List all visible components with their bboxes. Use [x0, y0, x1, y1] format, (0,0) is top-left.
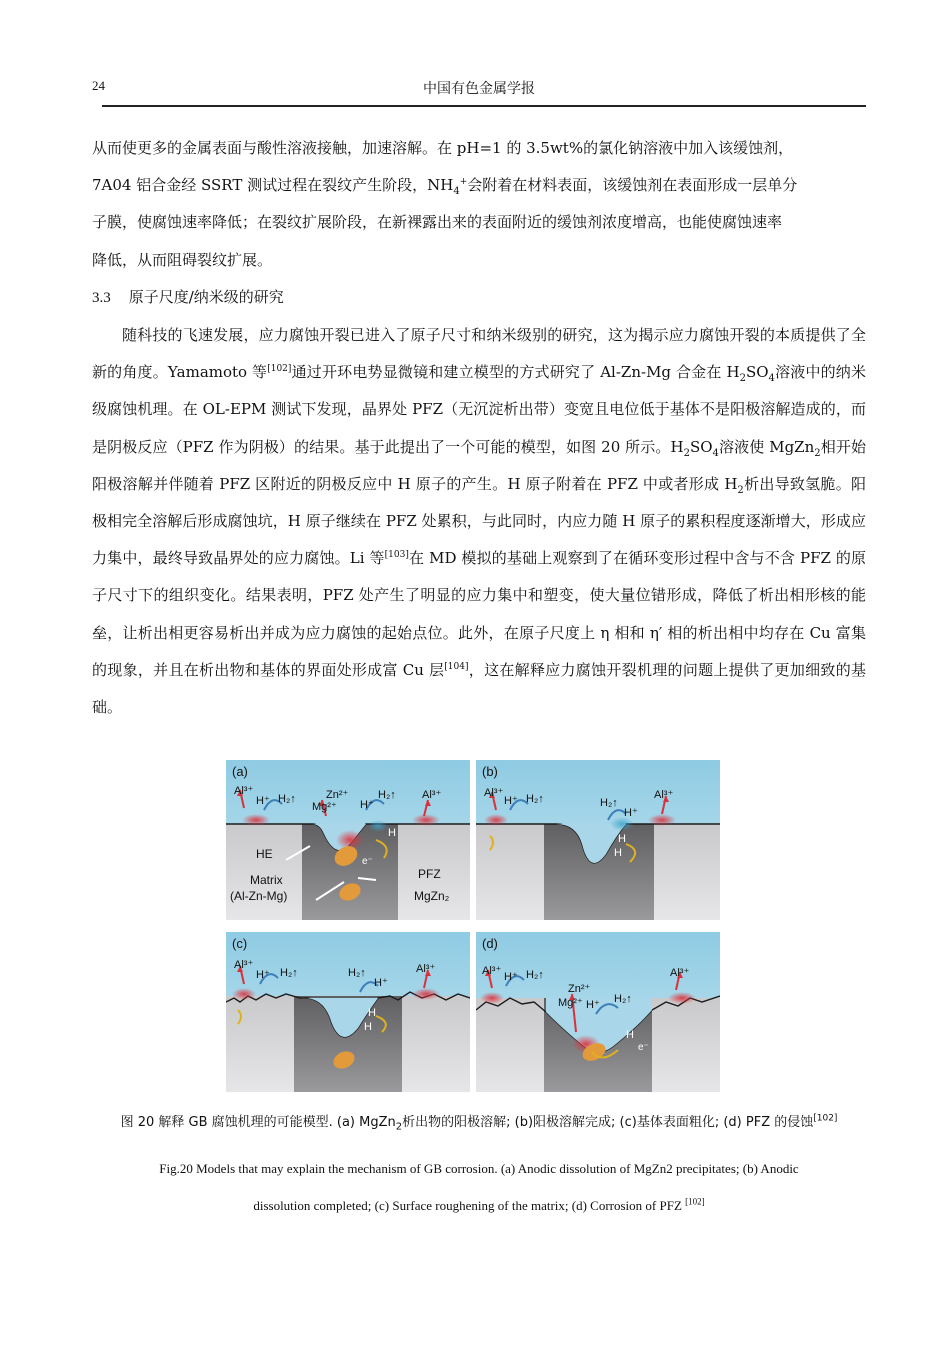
journal-title: 中国有色金属学报: [423, 81, 535, 97]
h-atom-label: H: [364, 1021, 372, 1033]
zn-ion-label: Zn²⁺: [326, 789, 349, 801]
pfz-label: PFZ: [418, 867, 441, 881]
al-ion-label: Al³⁺: [654, 789, 674, 801]
al-ion-label: Al³⁺: [670, 967, 690, 979]
panel-b: [476, 760, 720, 920]
panel-b-label: (b): [482, 764, 498, 779]
p2-text-1: 随科技的飞速发展，应力腐蚀开裂已进入了原子尺寸和纳米级别的研究，这为揭示应力腐蚀开裂的本质提供了全新的角度。Yamamoto 等: [92, 326, 866, 382]
h2-label: H₂↑: [280, 967, 298, 979]
panel-a-diagram: [226, 760, 470, 920]
h2-label: H₂↑: [526, 969, 544, 981]
caption-cn-b: 析出物的阳极溶解; (b)阳极溶解完成; (c)基体表面粗化; (d) PFZ 的侵蚀: [402, 1115, 814, 1130]
he-label: HE: [256, 847, 273, 861]
h-plus-label: H⁺: [586, 999, 600, 1011]
nh4-superscript: +: [459, 177, 468, 188]
h-plus-label: H⁺: [504, 971, 518, 983]
electron-label: e⁻: [362, 856, 373, 867]
panel-c-label: (c): [232, 936, 248, 951]
section-heading: [92, 279, 866, 317]
p2-text-8: 析出导致氢脆。阳极相完全溶解后形成腐蚀坑，H 原子继续在 PFZ 处累积，与此同时，内应力随 H 原子的累积程度逐渐增大，形成应力集中，最终导致晶界处的应力腐蚀。Li 等: [92, 474, 866, 568]
section-number: 3.3: [92, 289, 111, 306]
p2-text-2: 通过开环电势显微镜和建立模型的方式研究了 Al-Zn-Mg 合金在 H: [291, 363, 740, 382]
panel-c: [226, 932, 470, 1092]
p2-text-9: 在 MD 模拟的基础上观察到了在循环变形过程中含与不含 PFZ 的原子尺寸下的组织变化。结果表明，PFZ 处产生了明显的应力集中和塑变，使大量位错形成，降低了析出相形核的能垒，让析出相更容易析出并成为应力腐蚀的起始点位。此外，在原子尺度上 η 相和 η′ 相的析出相中均存在 Cu 富集的现象，并且在析出物和基体的界面处形成富 Cu 层: [92, 549, 867, 679]
h2-label: H₂↑: [526, 793, 544, 805]
h-atom-label: H: [614, 847, 622, 859]
subscript: 2: [683, 447, 690, 459]
subscript: 4: [768, 373, 775, 385]
mgzn2-label: MgZn₂: [414, 889, 450, 903]
citation-103: [103]: [384, 550, 409, 561]
p1-line-2b: 会附着在材料表面，该缓蚀剂在表面形成一层单分: [467, 176, 798, 195]
h2-label: H₂↑: [600, 797, 618, 809]
h2-label: H₂↑: [348, 967, 366, 979]
h2-label: H₂↑: [278, 793, 296, 805]
zn-ion-label: Zn²⁺: [568, 983, 591, 995]
caption-cn-a: 图 20 解释 GB 腐蚀机理的可能模型. (a) MgZn: [120, 1115, 396, 1130]
subscript: 4: [712, 447, 719, 459]
page-header: [92, 74, 866, 108]
paragraph-2: [92, 317, 866, 726]
h-atom-label: H: [368, 1007, 376, 1019]
nh4-subscript: 4: [453, 186, 460, 198]
h-plus-label: H⁺: [256, 795, 270, 807]
h-plus-label: H⁺: [624, 807, 638, 819]
al-ion-label: Al³⁺: [234, 785, 254, 797]
p2-text-3: SO: [745, 363, 769, 382]
panel-d-label: (d): [482, 936, 498, 951]
citation-104: [104]: [444, 661, 469, 672]
p2-text-6: 溶液使 MgZn: [718, 437, 815, 456]
paragraph-1: [92, 130, 866, 279]
p1-line-1: 从而使更多的金属表面与酸性溶液接触，加速溶解。在 pH=1 的 3.5wt%的氯化钠溶液中加入该缓蚀剂，: [92, 139, 794, 157]
mg-ion-label: Mg²⁺: [312, 801, 337, 813]
matrix-composition-label: (Al-Zn-Mg): [230, 889, 288, 903]
al-ion-label: Al³⁺: [482, 965, 502, 977]
h-plus-label: H⁺: [504, 795, 518, 807]
matrix-label: Matrix: [250, 873, 283, 887]
caption-cn-subscript: 2: [395, 1121, 403, 1133]
electron-label: e⁻: [638, 1042, 649, 1053]
figure-caption-cn: [92, 1111, 866, 1133]
p1-line-2a: 7A04 铝合金经 SSRT 测试过程在裂纹产生阶段，NH: [92, 176, 454, 195]
h2-label: H₂↑: [614, 993, 632, 1005]
p1-line-4: 降低，从而阻碍裂纹扩展。: [92, 250, 273, 269]
al-ion-label: Al³⁺: [422, 789, 442, 801]
p2-text-7: 相开始阳极溶解并伴随着 PFZ 区附近的阴极反应中 H 原子的产生。H 原子附着在 PFZ 中或者形成 H: [92, 437, 866, 493]
p1-line-3: 子膜，使腐蚀速率降低；在裂纹扩展阶段，在新裸露出来的表面附近的缓蚀剂浓度增高，也能使腐蚀速率: [92, 213, 783, 232]
body-text: [92, 130, 866, 726]
subscript: 2: [739, 373, 746, 385]
panel-b-diagram: [476, 760, 720, 920]
panel-d-diagram: [476, 932, 720, 1092]
h-plus-label: H⁺: [360, 799, 374, 811]
al-ion-label: Al³⁺: [234, 959, 254, 971]
figure-caption-en: [92, 1150, 866, 1224]
p2-text-10: ，这在解释应力腐蚀开裂机理的问题上提供了更加细致的基础。: [92, 660, 866, 717]
al-ion-label: Al³⁺: [416, 963, 436, 975]
h-atom-label: H: [626, 1029, 634, 1041]
panel-c-diagram: [226, 932, 470, 1092]
caption-en-citation: [102]: [685, 1196, 705, 1207]
h-atom-label: H: [388, 827, 396, 839]
caption-en-line-2: dissolution completed; (c) Surface roughening of the matrix; (d) Corrosion of PFZ: [253, 1198, 682, 1213]
subscript: 2: [737, 484, 744, 496]
header-rule: [102, 105, 866, 107]
al-ion-label: Al³⁺: [484, 787, 504, 799]
p2-text-5: SO: [689, 437, 713, 456]
h-plus-label: H⁺: [256, 969, 270, 981]
section-title: 原子尺度/纳米级的研究: [128, 287, 284, 306]
mg-ion-label: Mg²⁺: [558, 997, 583, 1009]
citation-102: [102]: [267, 364, 292, 375]
h2-label: H₂↑: [378, 789, 396, 801]
page-number: 24: [92, 78, 105, 93]
panel-d: [476, 932, 720, 1092]
subscript: 2: [814, 447, 821, 459]
h-plus-label: H⁺: [374, 977, 388, 989]
caption-en-line-1: Fig.20 Models that may explain the mechanism of GB corrosion. (a) Anodic dissolution of MgZn2 precipitates; (b) Anodic: [159, 1161, 799, 1176]
caption-cn-citation: [102]: [813, 1113, 838, 1124]
panel-a-label: (a): [232, 764, 248, 779]
panel-a: [226, 760, 470, 920]
p2-text-4: 溶液中的纳米级腐蚀机理。在 OL-EPM 测试下发现，晶界处 PFZ（无沉淀析出带）变宽且电位低于基体不是阳极溶解造成的，而是阴极反应（PFZ 作为阴极）的结果。基于此提出了一个可能的模型，如图 20 所示。H: [92, 363, 866, 456]
h-atom-label: H: [618, 833, 626, 845]
figure-20: [226, 760, 720, 1092]
